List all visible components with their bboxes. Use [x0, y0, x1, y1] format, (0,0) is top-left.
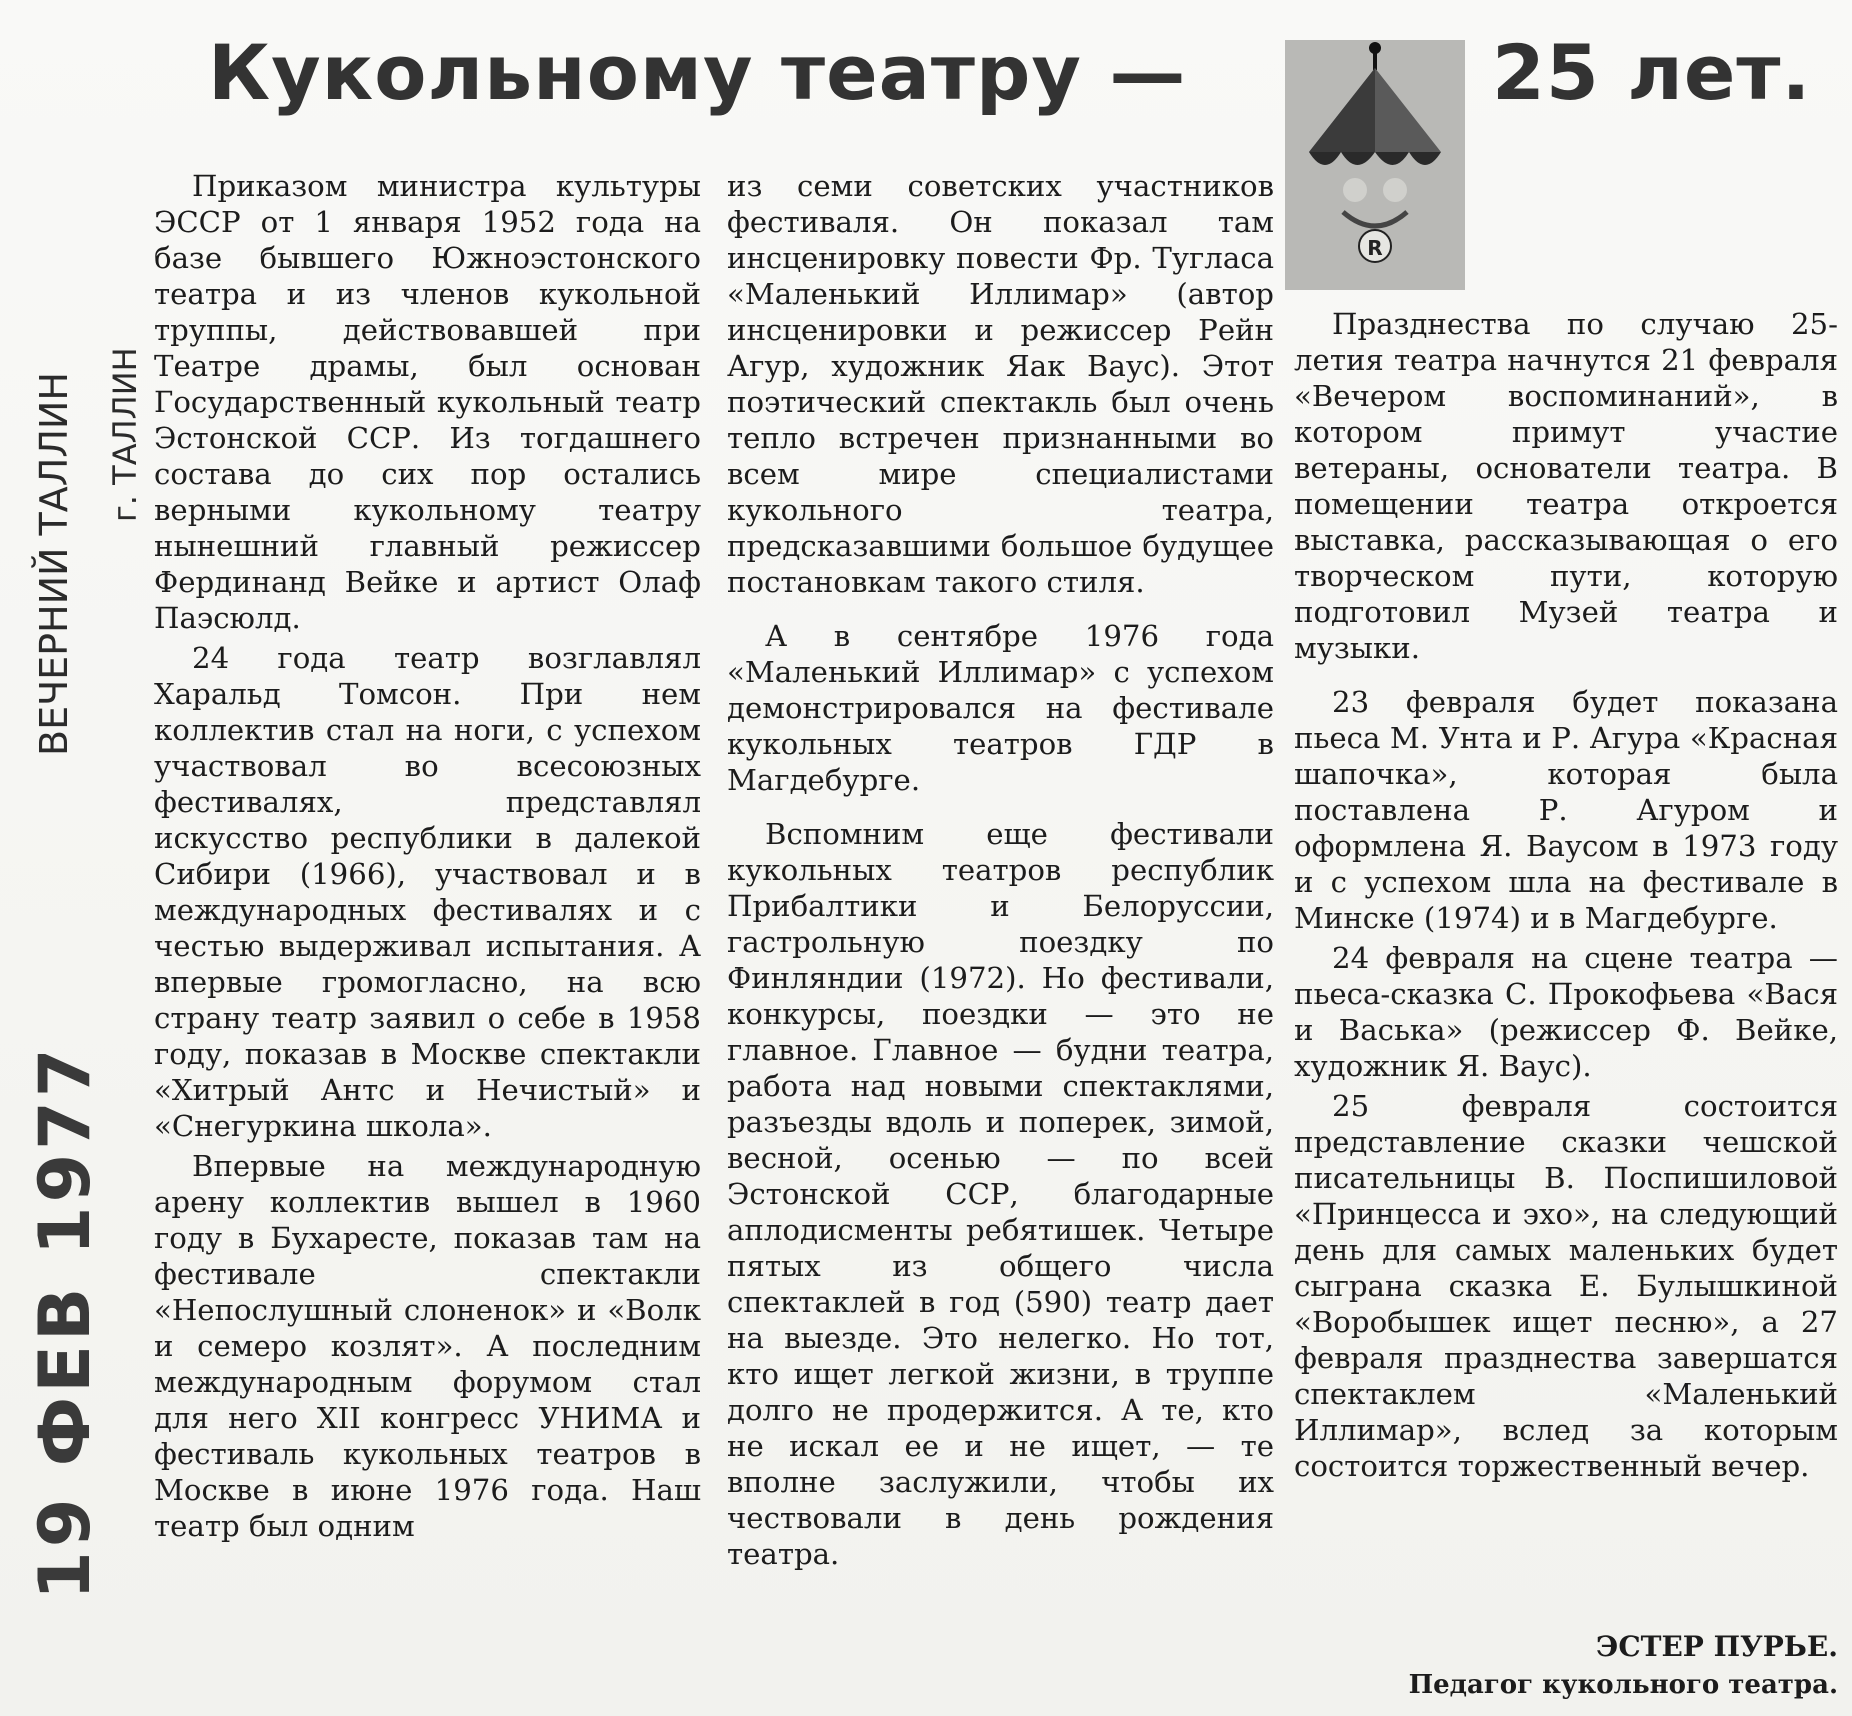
- author-role: Педагог кукольного театра.: [1408, 1670, 1838, 1700]
- author-name: ЭСТЕР ПУРЬЕ.: [1596, 1630, 1838, 1663]
- byline: [1294, 1628, 1838, 1704]
- paragraph: Празднества по случаю 25-летия театра начнутся 21 февраля «Вечером воспоминаний», в котором примут участие ветераны, основатели театра. В помещении театра откроется выставка, рассказывающая о его творческом пути, которую подготовил Музей театра и музыки.: [1294, 307, 1838, 665]
- paragraph: Приказом министра культуры ЭССР от 1 января 1952 года на базе бывшего Южноэстонского театра и из членов кукольной труппы, действовавшей при Театре драмы, был основан Государственный кукольный театр Эстонской ССР. Из тогдашнего состава до сих пор остались верными кукольному театру нынешний главный режиссер Фердинанд Вейке и артист Олаф Паэсюлд.: [154, 169, 701, 635]
- paragraph: 24 февраля на сцене театра — пьеса-сказка С. Прокофьева «Вася и Васька» (режиссер Ф. Вейке, художник Я. Ваус).: [1294, 941, 1838, 1083]
- paragraph: 24 года театр возглавлял Харальд Томсон. При нем коллектив стал на ноги, с успехом участвовал во всесоюзных фестивалях, представлял искусство республики в далекой Сибири (1966), участвовал и в международных фестивалях и с честью выдерживал испытания. А впервые громогласно, на всю страну театр заявил о себе в 1958 году, показав в Москве спектакли «Хитрый Антс и Нечистый» и «Снегуркина школа».: [154, 641, 701, 1143]
- paragraph: 23 февраля будет показана пьеса М. Унта и Р. Агура «Красная шапочка», которая была поставлена Р. Агуром и оформлена Я. Ваусом в 1973 году и с успехом шла на фестивале в Минске (1974) и в Магдебурге.: [1294, 685, 1838, 935]
- paragraph: из семи советских участников фестиваля. Он показал там инсценировку повести Фр. Тугласа «Маленький Иллимар» (автор инсценировки и режиссер Рейн Агур, художник Яак Ваус). Этот поэтический спектакль был очень тепло встречен признанными во всем мире специалистами кукольного театра, предсказавшими большое будущее постановкам такого стиля.: [727, 169, 1274, 599]
- article-column-3: [1294, 306, 1838, 1484]
- city-name: г. ТАЛЛИН: [106, 347, 144, 522]
- headline-left: Кукольному театру —: [208, 28, 1187, 117]
- emblem-letter: R: [1367, 236, 1383, 260]
- paragraph: 25 февраля состоится представление сказки чешской писательницы В. Поспишиловой «Принцесса и эхо», на следующий день для самых маленьких будет сыграна сказка Е. Булышкиной «Воробышек ищет песню», а 27 февраля празднества завершатся спектаклем «Маленький Иллимар», вслед за которым состоится торжественный вечер.: [1294, 1089, 1838, 1483]
- headline-right: 25 лет.: [1492, 28, 1812, 117]
- paragraph: А в сентябре 1976 года «Маленький Иллимар» с успехом демонстрировался на фестивале кукольных театров ГДР в Магдебурге.: [727, 619, 1274, 797]
- paragraph: Вспомним еще фестивали кукольных театров республик Прибалтики и Белоруссии, гастрольную поездку по Финляндии (1972). Но фестивали, конкурсы, поездки — это не главное. Главное — будни театра, работа над новыми спектаклями, разъезды вдоль и поперек, зимой, весной, осенью — по всей Эстонской ССР, благодарные аплодисменты ребятишек. Четыре пятых из общего числа спектаклей в год (590) театр дает на выезде. Это нелегко. Но тот, кто ищет легкой жизни, в труппе долго не продержится. А те, кто не искал ее и не ищет, — те вполне заслужили, чтобы их чествовали в день рождения театра.: [727, 817, 1274, 1571]
- newspaper-name: ВЕЧЕРНИЙ ТАЛЛИН: [32, 372, 76, 756]
- article-column-2: [727, 168, 1274, 1572]
- date-stamp: 19 ФЕВ 1977: [24, 1044, 106, 1600]
- article-column-1: [154, 168, 701, 1544]
- puppet-theatre-emblem-icon: [1285, 40, 1465, 290]
- paragraph: Впервые на международную арену коллектив вышел в 1960 году в Бухаресте, показав там на фестивале спектакли «Непослушный слоненок» и «Волк и семеро козлят». А последним международным форумом стал для него XII конгресс УНИМА и фестиваль кукольных театров в Москве в июне 1976 года. Наш театр был одним: [154, 1149, 701, 1543]
